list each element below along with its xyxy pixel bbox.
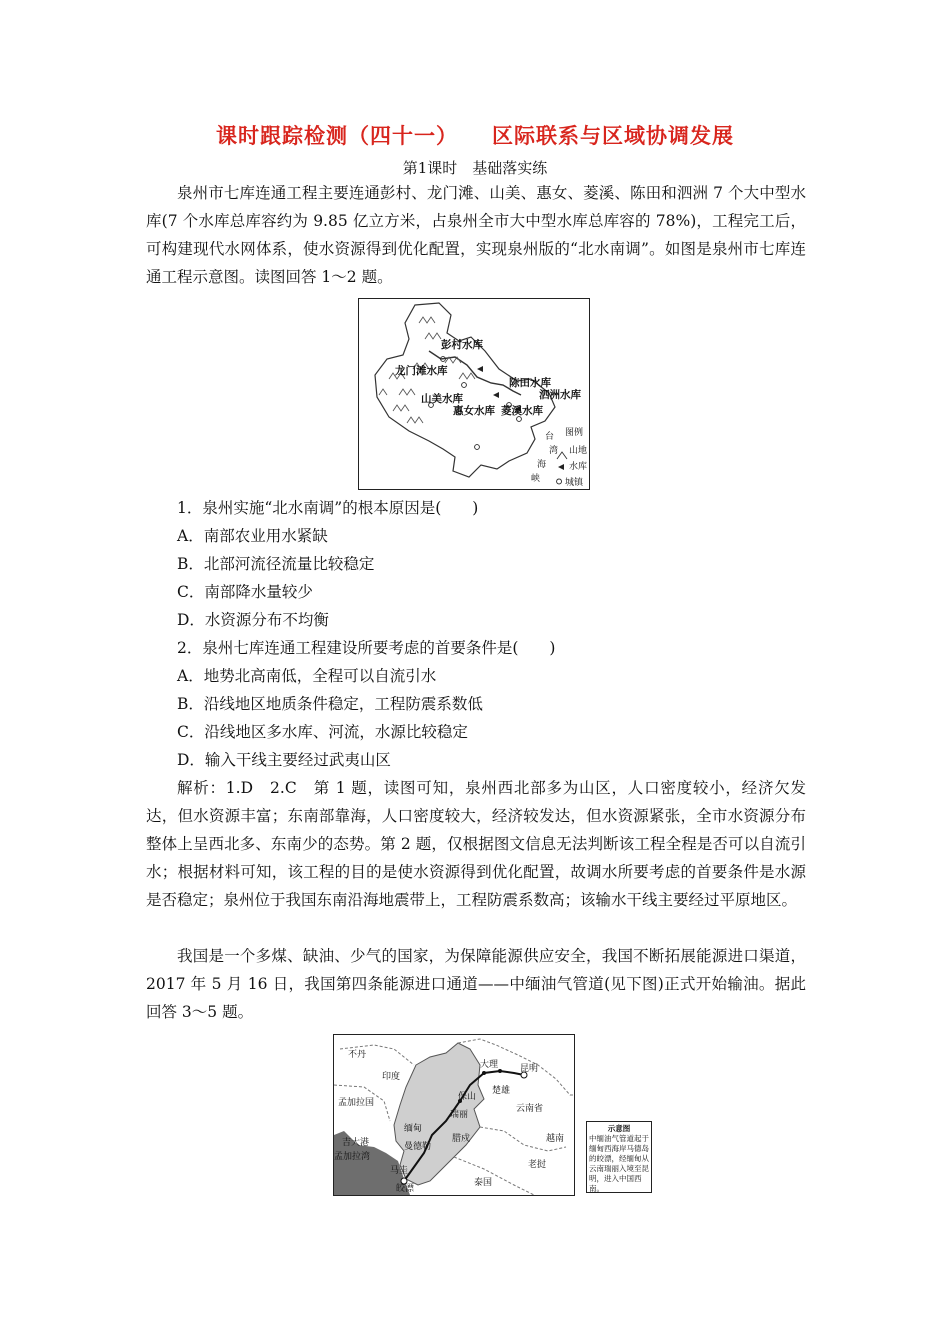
map1-label-shanmei: 山美水库 bbox=[421, 393, 463, 405]
map2-label-lashio: 腊戍 bbox=[452, 1134, 471, 1144]
map2-label-chittagong: 吉大港 bbox=[342, 1138, 370, 1148]
q2-option-a: A．地势北高南低，全程可以自流引水 bbox=[177, 667, 437, 685]
map2-label-bangladesh: 孟加拉国 bbox=[338, 1098, 375, 1108]
map1-strait-char-2: 湾 bbox=[549, 446, 559, 456]
map1-strait-char-1: 台 bbox=[545, 432, 555, 442]
map1-legend-title: 图例 bbox=[565, 428, 584, 438]
intro-paragraph-1: 泉州市七库连通工程主要连通彭村、龙门滩、山美、惠女、菱溪、陈田和泗洲 7 个大中型水库(7 个水库总库容约为 9.85 亿立方米，占泉州全市大中型水库总库容的 78%)，工程完工后，可构建现代水网体系，使水资源得到优化配置，实现泉州版的“北水南调”。如图是泉州市七库连通工程示意图。读图回答 1～2 题。 bbox=[146, 184, 806, 286]
map2-label-kyaukphyu: 皎漂 bbox=[396, 1184, 415, 1194]
map2-label-ruili: 瑞丽 bbox=[450, 1110, 469, 1120]
map1-label-pengcun: 彭村水库 bbox=[441, 339, 483, 351]
page-subtitle: 第1课时 基础落实练 bbox=[402, 159, 548, 177]
map2-label-thailand: 泰国 bbox=[474, 1178, 493, 1188]
note-text: 中缅油气管道起于缅甸西海岸马德岛的皎漂，经缅甸从云南瑞丽入境至昆明，进入中国西南。 bbox=[589, 1134, 649, 1193]
china-myanmar-pipeline-map bbox=[333, 1034, 575, 1196]
map2-label-india: 印度 bbox=[382, 1072, 401, 1082]
quanzhou-reservoir-map bbox=[358, 298, 590, 490]
intro-paragraph-2: 我国是一个多煤、缺油、少气的国家，为保障能源供应安全，我国不断拓展能源进口渠道，2017 年 5 月 16 日，我国第四条能源进口通道——中缅油气管道(见下图)正式开始输油。据此回答 3～5 题。 bbox=[146, 947, 806, 1021]
q2-option-b: B．沿线地区地质条件稳定，工程防震系数低 bbox=[177, 695, 483, 713]
map1-legend-mountain: 山地 bbox=[569, 446, 588, 456]
map1-legend-town: 城镇 bbox=[565, 478, 584, 488]
map2-label-mandalay: 曼德勒 bbox=[404, 1142, 432, 1152]
map1-strait-char-3: 海 bbox=[537, 460, 547, 470]
map2-label-magway: 马圭 bbox=[390, 1166, 409, 1176]
map2-label-myanmar: 缅甸 bbox=[404, 1124, 423, 1134]
q1-option-d: D．水资源分布不均衡 bbox=[177, 611, 329, 629]
question-2: 2．泉州七库连通工程建设所要考虑的首要条件是( ) bbox=[177, 639, 556, 657]
q1-option-c: C．南部降水量较少 bbox=[177, 583, 313, 601]
map2-label-baoshan: 保山 bbox=[458, 1092, 477, 1102]
map2-label-chuxiong: 楚雄 bbox=[492, 1086, 511, 1096]
q1-option-a: A．南部农业用水紧缺 bbox=[177, 527, 328, 545]
map2-label-kunming: 昆明 bbox=[520, 1064, 539, 1074]
map2-label-yunnan: 云南省 bbox=[516, 1104, 544, 1114]
q2-option-d: D．输入干线主要经过武夷山区 bbox=[177, 751, 391, 769]
map2-label-bhutan: 不丹 bbox=[348, 1050, 367, 1060]
q2-option-c: C．沿线地区多水库、河流，水源比较稳定 bbox=[177, 723, 468, 741]
note-title: 示意图 bbox=[607, 1124, 631, 1133]
map2-label-dali: 大理 bbox=[480, 1060, 499, 1070]
map1-label-chentian: 陈田水库 bbox=[509, 377, 551, 389]
analysis-paragraph: 解析：1.D 2.C 第 1 题，读图可知，泉州西北部多为山区，人口密度较小，经济欠发达，但水资源丰富；东南部靠海，人口密度较大，经济较发达，但水资源紧张，全市水资源分布整体上呈西北多、东南少的态势。第 2 题，仅根据图文信息无法判断该工程全程是否可以自流引水；根据材料可知，该工程的目的是使水资源得到优化配置，故调水所要考虑的首要条件是水源是否稳定；泉州位于我国东南沿海地震带上，工程防震系数高；该输水干线主要经过平原地区。 bbox=[146, 779, 806, 909]
map1-label-sizhou: 泗洲水库 bbox=[539, 389, 581, 401]
q1-option-b: B．北部河流径流量比较稳定 bbox=[177, 555, 375, 573]
map1-strait-char-4: 峡 bbox=[531, 474, 541, 484]
pipeline-note-box bbox=[586, 1121, 652, 1193]
map1-label-huinv: 惠女水库 bbox=[453, 405, 495, 417]
map1-label-lingxi: 菱溪水库 bbox=[501, 405, 543, 417]
map2-label-laos: 老挝 bbox=[528, 1160, 547, 1170]
map2-label-vietnam: 越南 bbox=[546, 1134, 565, 1144]
page-title: 课时跟踪检测（四十一） 区际联系与区域协调发展 bbox=[216, 123, 734, 148]
question-1: 1．泉州实施“北水南调”的根本原因是( ) bbox=[177, 499, 479, 517]
map1-legend-reservoir: 水库 bbox=[569, 462, 588, 472]
map1-label-longmentan: 龙门滩水库 bbox=[395, 365, 448, 377]
map2-label-bay-of-bengal: 孟加拉湾 bbox=[334, 1152, 371, 1162]
